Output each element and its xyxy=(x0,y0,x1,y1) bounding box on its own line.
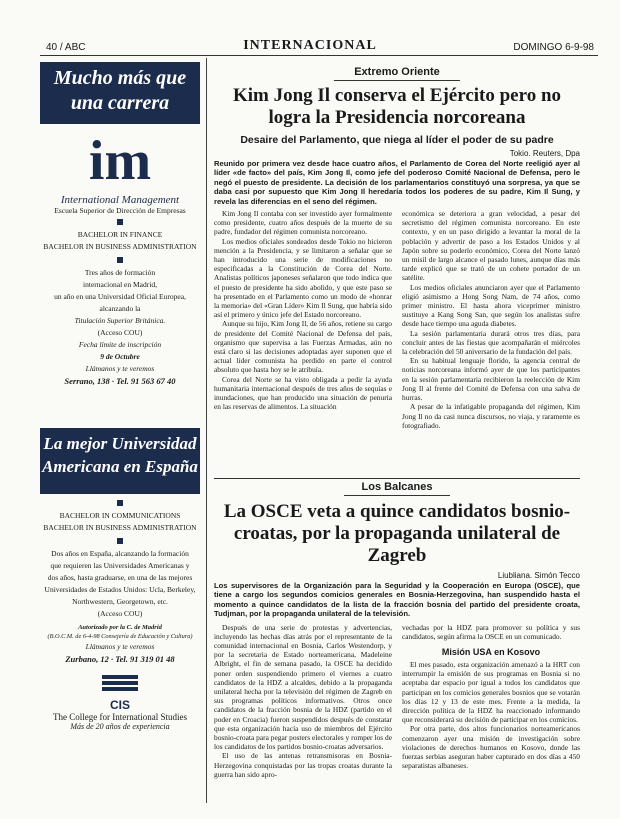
paragraph: En su habitual lenguaje florido, la agencia central de noticias norcoreana informó ayer de que los participantes en la sesión parlamentaria recibieron la reelección de Kim Jong Il al frente del Comité de Defensa con una salva de hurras. xyxy=(402,356,580,403)
article2-byline: Liubliana. Simón Tecco xyxy=(497,571,580,580)
bullet-icon xyxy=(117,257,123,263)
article2-column-1 xyxy=(214,623,392,779)
ad2-logo-text: CIS xyxy=(109,698,130,712)
ad1-degree: BACHELOR IN BUSINESS ADMINISTRATION xyxy=(43,242,197,251)
ad1-body-line: Tres años de formación xyxy=(84,268,156,277)
article-divider xyxy=(214,478,580,479)
header-rule xyxy=(40,55,598,56)
ad1-school: Escuela Superior de Dirección de Empresas xyxy=(54,206,186,215)
ad1-address: Serrano, 138 · Tel. 91 563 67 40 xyxy=(64,376,176,386)
ad1-banner: Mucho más que una carrera xyxy=(40,62,200,124)
article1-kicker: Extremo Oriente xyxy=(354,66,440,78)
ad-international-management xyxy=(40,62,200,387)
paragraph: Kim Jong Il contaba con ser investido ayer formalmente como presidente, cuatro años después de la muerte de su padre, fundador del régimen comunista norcoreano. xyxy=(214,209,392,237)
cis-logo-icon xyxy=(40,673,200,698)
ad1-body-line: (Acceso COU) xyxy=(97,328,143,337)
paragraph: económica se deteriora a gran velocidad, a pesar del secretismo del régimen comunista norcoreano. En este contexto, y en un paso dirigido a levantar la moral de la población y advertir de paso a los Estados Unidos y al Japón sobre su poderío económico, Corea del Norte lanzó un misil de largo alcance el pasado lunes, aunque días más tarde explicó que se trató de un cohete portador de un satélite. xyxy=(402,209,580,283)
ad2-call: Llámanos y te veremos xyxy=(85,642,155,651)
article2-column-2 xyxy=(402,623,580,779)
paragraph: Los medios oficiales anunciaron ayer que el Parlamento eligió asimismo a Hong Song Nam, de 74 años, como primer ministro. El hasta ahora viceprimer ministro sustituye a Kang Song San, que según los analistas sufre desde hace tiempo una aguda diabetes. xyxy=(402,282,580,329)
kicker-rule xyxy=(344,495,450,496)
ad1-body-line: Titulación Superior Británica. xyxy=(74,316,166,325)
paragraph: El uso de las antenas retransmisoras en Bosnia-Herzegovina conquistadas por las tropas croatas durante la guerra han sido apro- xyxy=(214,751,392,779)
ad2-body-line: Dos años en España, alcanzando la formación xyxy=(51,549,189,558)
ad2-body-line: Northwestern, Georgetown, etc. xyxy=(72,597,168,606)
ad-cis xyxy=(40,428,200,731)
paragraph: La sesión parlamentaria durará otros tres días, para concluir antes de las fiestas que acompañarán el miércoles la celebración del 50 aniversario de la fundación del país. xyxy=(402,328,580,357)
ad1-deadline: 9 de Octubre xyxy=(100,352,140,361)
bullet-icon xyxy=(117,500,123,506)
page-number: 40 / ABC xyxy=(46,42,86,53)
im-logo: im xyxy=(88,130,152,192)
ad2-auth: Autorizado por la C. de Madrid xyxy=(78,624,162,631)
paragraph: A pesar de la infatigable propaganda del régimen, Kim Jong Il no da casi nunca discursos, no viaja, y raramente es fotografiado. xyxy=(402,402,580,430)
paragraph: El mes pasado, esta organización amenazó a la HRT con interrumpir la emisión de sus programas en Bosnia si no aceptaba dar espacio por igual a todos los candidatos que participan en los comicios generales bosnios que se votarán los días 12 y 13 de este mes. Frente a la medida, la dirección política de la HDZ ha reaccionado informando que reconsiderará su decisión de participar en los comicios. xyxy=(402,660,580,725)
ad1-degree: BACHELOR IN FINANCE xyxy=(77,230,163,239)
paragraph: Corea del Norte se ha visto obligada a pedir la ayuda humanitaria internacional después de tres años de sequías e inundaciones, que han producido una situación de penuria en las reservas de alimentos. La situación xyxy=(214,374,392,412)
ad2-body-line: dos años, hasta graduarse, en una de las mejores xyxy=(47,573,193,582)
article1-subhead: Desaire del Parlamento, que niega al líder el poder de su padre xyxy=(240,134,554,146)
ad1-brand: International Management xyxy=(60,194,180,206)
ad2-brand: The College for International Studies xyxy=(53,712,187,722)
bullet-icon xyxy=(117,538,123,544)
section-title: INTERNACIONAL xyxy=(243,38,377,53)
ad2-degree: BACHELOR IN COMMUNICATIONS xyxy=(59,511,181,520)
ad2-banner: La mejor Universidad Americana en España xyxy=(40,428,200,494)
article2-intertitle: Misión USA en Kosovo xyxy=(441,647,541,658)
paragraph: Después de una serie de protestas y advertencias, incluyendo las hechas días atrás por el representante de la comunidad internacional en Bosnia, Carlos Westendorp, y por la secretaria de Estado norteamericana, Madeleine Albright, el fin de semana pasado, la OSCE ha decidido poner orden suspendiendo primero el viernes a cuatro candidatos de la HDZ a alcaldes, debido a la propaganda unilateral hecha por la televisión del régimen de Zagreb en sus programas políticos informativos. Otros once candidatos de la fracción bosnia de la HDZ (partido en el poder en Croacia) fueron suspendidos después de constatar que esta organización hacía uso de miembros del Ejército bosnio-croata para pegar posters electorales y romper los de los candidatos de los partidos bosnio-croatas adversarios. xyxy=(214,622,392,752)
ad1-deadline-label: Fecha límite de inscripción xyxy=(78,340,162,349)
paragraph: Aunque su hijo, Kim Jong Il, de 56 años, retiene su cargo de presidente del Comité Nacional de Defensa del país, organismo que supervisa a las Fuerzas Armadas, aún no está claro si las decisiones adoptadas ayer suponen que el actual líder comunista ha perdido en parte el control absoluto que hasta hoy se le atribuía. xyxy=(214,319,392,375)
article-balkans xyxy=(214,481,580,779)
ad1-body-line: internacional en Madrid, xyxy=(83,280,157,289)
ad2-degree: BACHELOR IN BUSINESS ADMINISTRATION xyxy=(43,523,197,532)
article1-headline: Kim Jong Il conserva el Ejército pero no logra la Presidencia norcoreana xyxy=(232,85,562,128)
kicker-rule xyxy=(334,80,460,81)
article1-column-2 xyxy=(402,209,580,430)
article2-lead: Los supervisores de la Organización para la Seguridad y la Cooperación en Europa (OSCE), que tiene a cargo los segundos comicios generales en Bosnia-Herzegovina, han suspendido hasta el momento a quince candidatos de la lista de la fracción bosnia del partido del presidente croata, Tudjman, por la propaganda unilateral de la televisión. xyxy=(214,581,580,619)
ad2-auth: (B.O.C.M. de 6-4-98 Consejería de Educación y Cultura) xyxy=(47,633,193,640)
ad2-tag: Más de 20 años de experiencia xyxy=(70,722,170,731)
ad1-body-line: un año en una Universidad Oficial Europea, xyxy=(54,292,186,301)
article2-headline: La OSCE veta a quince candidatos bosnio-croatas, por la propaganda unilateral de Zagreb xyxy=(223,501,571,566)
ad1-call: Llámanos y te veremos xyxy=(85,364,155,373)
paragraph: vechadas por la HDZ para promover su política y sus candidatos, según afirma la OSCE en un comunicado. xyxy=(402,622,580,641)
article1-lead: Reunido por primera vez desde hace cuatro años, el Parlamento de Corea del Norte reeligió ayer al líder «de facto» del país, Kim Jong Il, como jefe del poderoso Comité Nacional de Defensa, pero le negó el puesto de presidente. La decisión de los parlamentarios constituyó una sorpresa, ya que se daba casi por supuesto que Kim Jong Il heredaría todos los poderes de su padre, Kim Il Sung, y revela las diferencias en el seno del régimen. xyxy=(214,159,580,206)
article2-kicker: Los Balcanes xyxy=(361,481,433,493)
ad2-body-line: que requieren las Universidades Americanas y xyxy=(50,561,190,570)
ad2-address: Zurbano, 12 · Tel. 91 319 01 48 xyxy=(65,654,175,664)
paragraph: Los medios oficiales sondeados desde Tokio no hicieron mención a la Presidencia, y se limitaron a señalar que se han introducido una serie de modificaciones no especificadas a la Constitución de Corea del Norte. Analistas políticos japoneses señalaron que todo indica que el puesto de presidente ha sido abolido, y que este paso se ha presentado en el Parlamento como un modo de «honrar la memoria» del «Gran Líder» Kim Il Sung, que habría sido así el primero y único jefe del Estado norcoreano. xyxy=(214,236,392,320)
paragraph: Por otra parte, dos altos funcionarios norteamericanos comenzaron ayer una misión de investigación sobre violaciones de derechos humanos en Kosovo, donde las fuerzas serbias aseguran haber capturado en dos días a 450 separatistas albaneses. xyxy=(402,724,580,771)
column-divider xyxy=(206,58,207,803)
bullet-icon xyxy=(117,219,123,225)
article1-byline: Tokio. Reuters, Dpa xyxy=(509,149,580,158)
article1-column-1 xyxy=(214,209,392,430)
article-korea xyxy=(214,66,580,430)
ad2-body-line: (Acceso COU) xyxy=(97,609,143,618)
issue-date: DOMINGO 6-9-98 xyxy=(513,42,594,53)
ad2-body-line: Universidades de Estados Unidos: Ucla, Berkeley, xyxy=(44,585,196,594)
ad1-body-line: alcanzando la xyxy=(99,304,141,313)
